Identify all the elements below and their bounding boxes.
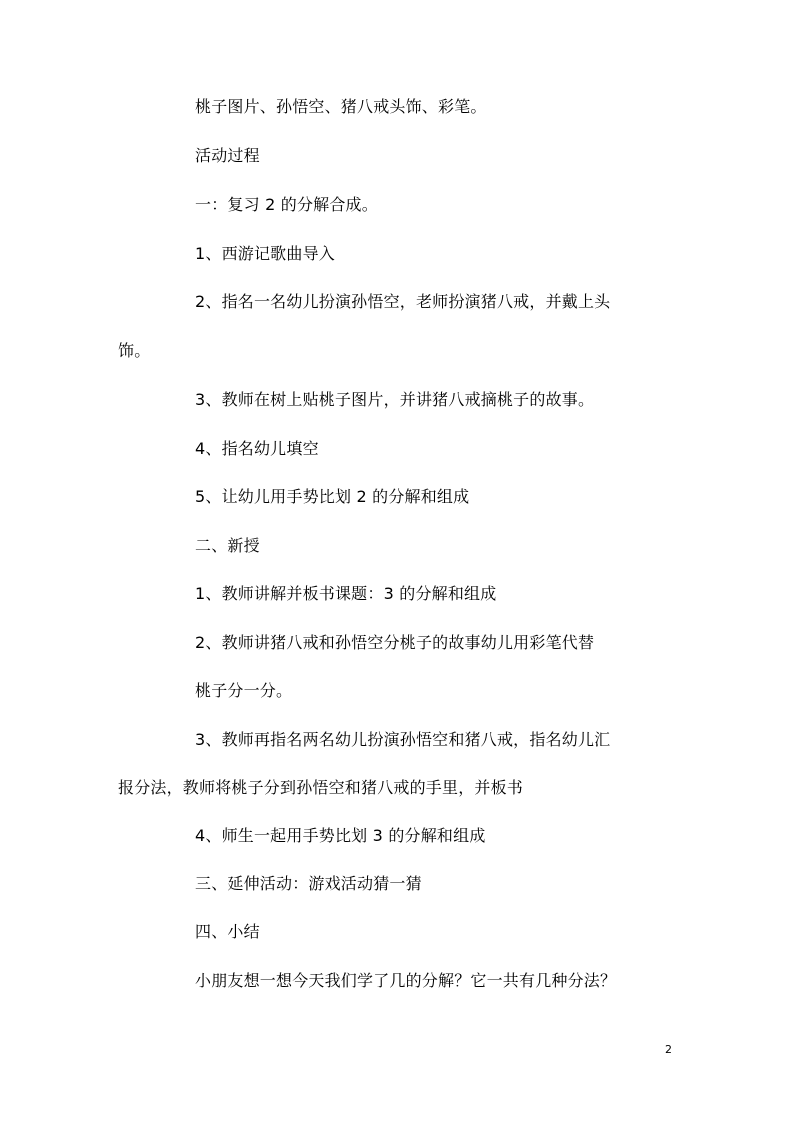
page-number: 2	[665, 1043, 672, 1056]
summary-heading: 四、小结	[195, 922, 260, 941]
review-step-2-continuation: 饰。	[118, 341, 151, 360]
new-lesson-heading: 二、新授	[195, 536, 260, 555]
extension-activity-heading: 三、延伸活动：游戏活动猜一猜	[195, 874, 422, 893]
new-lesson-step-3-continuation: 报分法，教师将桃子分到孙悟空和猪八戒的手里，并板书	[118, 778, 524, 797]
review-step-4: 4、指名幼儿填空	[195, 439, 319, 458]
review-step-2: 2、指名一名幼儿扮演孙悟空，老师扮演猪八戒，并戴上头	[195, 292, 611, 311]
review-step-3: 3、教师在树上贴桃子图片，并讲猪八戒摘桃子的故事。	[195, 390, 595, 409]
review-step-1: 1、西游记歌曲导入	[195, 244, 335, 263]
review-step-5: 5、让幼儿用手势比划 2 的分解和组成	[195, 487, 470, 506]
summary-question: 小朋友想一想今天我们学了几的分解？它一共有几种分法？	[195, 971, 617, 990]
new-lesson-step-4: 4、师生一起用手势比划 3 的分解和组成	[195, 826, 486, 845]
new-lesson-step-2: 2、教师讲猪八戒和孙悟空分桃子的故事幼儿用彩笔代替	[195, 633, 595, 652]
new-lesson-step-1: 1、教师讲解并板书课题：3 的分解和组成	[195, 584, 497, 603]
materials-line: 桃子图片、孙悟空、猪八戒头饰、彩笔。	[195, 97, 487, 116]
new-lesson-step-2-continuation: 桃子分一分。	[195, 681, 293, 700]
review-section-heading: 一：复习 2 的分解合成。	[195, 195, 378, 214]
activity-process-heading: 活动过程	[195, 146, 260, 165]
new-lesson-step-3: 3、教师再指名两名幼儿扮演孙悟空和猪八戒，指名幼儿汇	[195, 730, 611, 749]
